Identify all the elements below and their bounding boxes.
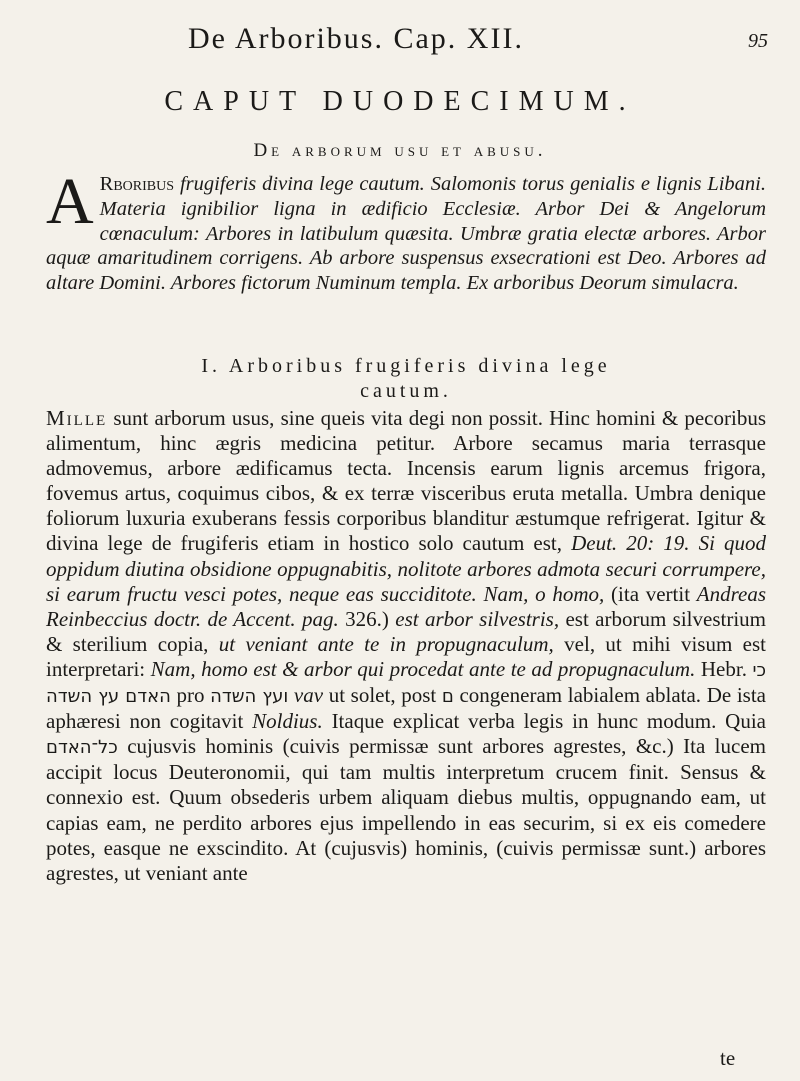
chapter-summary <box>46 165 766 296</box>
section-heading-line-2: cautum. <box>360 380 452 402</box>
section-heading-line-1: I. Arboribus frugiferis divina lege <box>201 355 611 377</box>
drop-cap: A <box>46 165 94 238</box>
chapter-title: CAPUT DUODECIMUM. <box>164 86 636 117</box>
section-heading <box>46 354 766 404</box>
hebrew-text-4: כל־האדם <box>46 737 118 759</box>
body-text-11: cujusvis hominis (cuivis permissæ sunt arbores agrestes, &c.) Ita lucem accipit locus Deuteronomii, qui tam multis interpretum crucem finit. Sensus & connexio est. Quum obsederis urbem aliquam diebus multis, oppugnando eam, ut capias eam, ne perdito arbores ejus impellendo in eas securim, si ex eis comedere potes, easque ne exscindito. At (cujusvis) hominis, (cuivis permissæ sunt.) arbores agrestes, ut veniant ante <box>46 734 766 885</box>
quote-deut: Si quod oppidum diutina obsidione oppugnabitis, nolitote arbores admota securi corrumpere, si earum fructu vesci potes, neque eas succiditote. Nam, o homo, <box>46 531 766 606</box>
quote-4: Nam, homo est & arbor qui procedat ante te ad propugnaculum. <box>150 656 696 681</box>
hebrew-text-1: כי האדם עץ השדה <box>46 659 767 708</box>
body-text-2: (ita vertit <box>611 581 691 606</box>
summary-lead: Rboribus <box>99 173 175 195</box>
noldius-name: Noldius. <box>252 709 323 734</box>
hebrew-text-3: ם <box>441 686 454 708</box>
body-text-7: pro <box>176 683 205 708</box>
body-text-1: sunt arborum usus, sine queis vita degi non possit. Hinc homini & pecoribus alimentum, hinc ægris medicina petitur. Arbore secamus maria terrasque admovemus, arbore ædificamus tecta. Incensis earum lignis arcemus frigora, fovemus artus, coquimus cibos, & ex terræ visceribus eruta metalla. Umbra denique foliorum luxuria exuberans fessis corporibus blanditur æstumque refrigerat. Igitur & divina lege de frugiferis etiam in hostico solo cautum est, <box>46 406 766 556</box>
page-number: 95 <box>748 30 768 52</box>
hebrew-text-2: ועץ השדה <box>210 686 289 708</box>
quote-3: ut veniant ante te in propugnaculum, <box>218 631 554 656</box>
chapter-subtitle: De arborum usu et abusu. <box>253 140 547 161</box>
catchword: te <box>720 1046 736 1070</box>
body-text-10: Itaque explicat verba legis in hunc modum. Quia <box>331 709 766 734</box>
body-text-6: Hebr. <box>700 656 747 681</box>
vav-word: vav <box>293 683 324 708</box>
body-text-8: ut solet, post <box>328 683 437 708</box>
reference-deut: Deut. 20: 19. <box>571 531 690 556</box>
body-text-4: est arborum silvestrium & sterilium copia, <box>46 606 767 656</box>
quote-2: est arbor silvestris, <box>395 606 560 631</box>
body-text-9: congeneram labialem ablata. De ista aphæresi non cogitavit <box>46 683 766 734</box>
body-text-3: 326.) <box>345 606 389 631</box>
body-text-5: vel, ut mihi visum est interpretari: <box>46 631 766 681</box>
body-paragraph <box>46 406 766 886</box>
summary-text: frugiferis divina lege cautum. Salomonis torus genialis e lignis Libani. Materia ignibilior ligna in ædificio Ecclesiæ. Arbor Dei & Angelorum cœnaculum: Arbores in latibulum quæsita. Umbræ gratia electæ arbores. Arbor aquæ amaritudinem corrigens. Ab arbore suspensus exsecrationi est Deo. Arbores ad altare Domini. Arbores fictorum Numinum templa. Ex arboribus Deorum simulacra. <box>46 173 766 295</box>
running-head: De Arboribus. Cap. XII. <box>188 22 524 55</box>
author-citation: Andreas Reinbeccius doctr. de Accent. pag. <box>46 581 767 631</box>
paragraph-lead: Mille <box>46 406 108 430</box>
